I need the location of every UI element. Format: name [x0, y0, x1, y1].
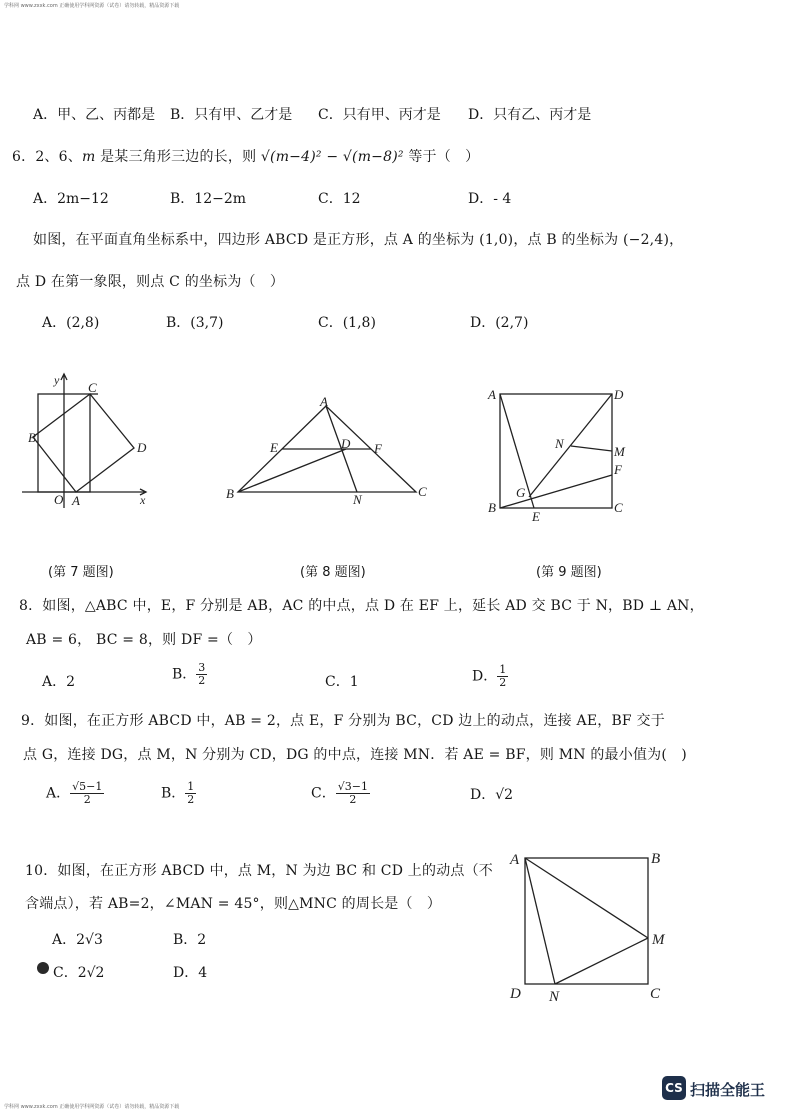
q9-option-a [46, 781, 104, 806]
fig8-line-bd [238, 449, 346, 492]
q8-line-1: 8．如图，△ABC 中，E，F 分别是 AB，AC 的中点，点 D 在 EF 上，延长 AD 交 BC 于 N，BD ⊥ AN， [19, 598, 704, 614]
fig7-label-o: O [54, 492, 64, 507]
q6-stem-after: 等于（ ） [403, 149, 480, 165]
fig10-square-abcd [525, 858, 648, 984]
q9-option-c [311, 781, 370, 806]
fig8-label-f: F [374, 441, 382, 456]
fig7-label-b: B [28, 430, 36, 445]
q9-option-b-prefix: B． [161, 785, 186, 802]
q9-option-a-fraction [70, 781, 104, 806]
q6-expression: √(m−4)² − √(m−8)² [260, 149, 404, 165]
q8-option-b-denominator: 2 [198, 674, 206, 687]
q8-option-d-numerator: 1 [499, 663, 507, 676]
fig7-label-d: D [137, 440, 147, 455]
fig7-square-abcd [33, 394, 134, 492]
q8-option-d-prefix: D． [472, 668, 498, 685]
q9-option-b-denominator: 2 [187, 793, 195, 806]
q6-var-m: m [81, 149, 96, 165]
q10-line-1: 10．如图，在正方形 ABCD 中，点 M，N 为边 BC 和 CD 上的动点（不 [25, 863, 493, 879]
q6-stem [12, 146, 479, 166]
q9-option-b [161, 781, 196, 806]
q6-option-a: A．2m−12 [33, 191, 109, 207]
fig10-label-b: B [651, 851, 661, 867]
q8-option-d [472, 664, 508, 689]
q6-stem-before: 2、6、 [35, 149, 82, 165]
fig9-caption: (第 9 题图) [536, 565, 602, 580]
q10-line-2: 含端点），若 AB=2，∠MAN = 45°，则△MNC 的周长是（ ） [25, 896, 442, 912]
q5-option-c: C．只有甲、丙才是 [318, 107, 441, 123]
q8-option-b-fraction [196, 662, 207, 687]
camscanner-brand-name: 扫描全能王 [690, 1081, 766, 1099]
q10-answer-mark [37, 962, 49, 974]
fig9-label-g: G [516, 485, 526, 500]
fig9-label-a: A [488, 387, 496, 402]
q6-option-c: C．12 [318, 191, 361, 207]
q8-option-b-numerator: 3 [198, 661, 206, 674]
q8-option-d-denominator: 2 [499, 676, 507, 689]
q7-line-2: 点 D 在第一象限，则点 C 的坐标为（ ） [16, 274, 285, 290]
figure-9 [484, 384, 634, 524]
fig7-label-x: x [140, 493, 146, 507]
figure-10 [505, 846, 675, 1006]
q8-option-b [172, 662, 207, 687]
fig7-caption: (第 7 题图) [48, 565, 114, 580]
fig8-label-a: A [320, 396, 328, 409]
q9-option-b-fraction [185, 781, 196, 806]
q9-option-c-numerator: √3−1 [337, 780, 368, 793]
q10-option-c: C．2√2 [53, 965, 105, 981]
q5-option-b: B．只有甲、乙才是 [170, 107, 293, 123]
fig10-line-am [525, 858, 648, 938]
q8-option-d-fraction [497, 664, 508, 689]
fig9-label-c: C [614, 500, 623, 515]
fig9-label-m: M [614, 444, 625, 459]
q7-option-a: A．(2,8) [42, 315, 100, 331]
q9-line-1: 9．如图，在正方形 ABCD 中，AB = 2，点 E，F 分别为 BC，CD 边上的动点，连接 AE，BF 交于 [21, 713, 665, 729]
q7-option-c: C．(1,8) [318, 315, 376, 331]
fig7-label-c: C [88, 380, 97, 395]
fig8-caption: (第 8 题图) [300, 565, 366, 580]
q8-line-2: AB = 6， BC = 8，则 DF =（ ） [26, 632, 262, 648]
q7-option-b: B．(3,7) [166, 315, 224, 331]
fig10-label-m: M [652, 932, 665, 948]
q9-option-c-prefix: C． [311, 785, 336, 802]
q7-line-1: 如图，在平面直角坐标系中，四边形 ABCD 是正方形，点 A 的坐标为 (1,0)，点 B 的坐标为 (−2,4)， [33, 232, 684, 248]
camscanner-logo-icon: CS [662, 1076, 686, 1100]
q9-option-a-numerator: √5−1 [72, 780, 103, 793]
q6-option-b: B．12−2m [170, 191, 247, 207]
fig8-label-c: C [418, 484, 427, 499]
figure-8 [224, 396, 434, 506]
q6-option-d: D．- 4 [468, 191, 512, 207]
q10-option-d: D．4 [173, 965, 208, 981]
q8-option-b-prefix: B． [172, 666, 197, 683]
fig10-line-mn [555, 938, 648, 984]
q9-option-a-denominator: 2 [83, 793, 91, 806]
fig8-label-d: D [341, 436, 351, 451]
fig9-label-n: N [555, 436, 564, 451]
fig9-label-d: D [614, 387, 624, 402]
fig10-label-d: D [510, 986, 521, 1002]
q10-option-b: B．2 [173, 932, 207, 948]
q6-stem-mid: 是某三角形三边的长，则 [95, 149, 261, 165]
fig10-line-an [525, 858, 555, 984]
fig10-label-a: A [510, 852, 520, 868]
fig7-label-y: y [54, 373, 60, 387]
q7-option-d: D．(2,7) [470, 315, 529, 331]
q9-option-c-denominator: 2 [349, 793, 357, 806]
q6-number: 6． [12, 149, 36, 165]
footer-watermark: 学科网 www.zxxk.com 正确使用学科网资源（试卷）请勿转载，精品资源下载 [4, 1104, 180, 1110]
header-watermark: 学科网 www.zxxk.com 正确使用学科网资源（试卷）请勿转载，精品资源下载 [4, 3, 180, 9]
q9-option-a-prefix: A． [46, 785, 71, 802]
fig8-label-e: E [270, 440, 278, 455]
fig8-label-n: N [353, 492, 362, 506]
q9-option-c-fraction [336, 781, 370, 806]
fig10-label-c: C [650, 986, 661, 1002]
q5-option-a: A．甲、乙、丙都是 [33, 107, 156, 123]
q8-option-a: A．2 [42, 674, 76, 690]
fig10-label-n: N [549, 989, 560, 1005]
q5-option-d: D．只有乙、丙才是 [468, 107, 592, 123]
fig9-label-b: B [488, 500, 496, 515]
fig9-label-f: F [614, 462, 622, 477]
q9-option-b-numerator: 1 [187, 780, 195, 793]
q9-line-2: 点 G，连接 DG，点 M，N 分别为 CD，DG 的中点，连接 MN．若 AE = BF，则 MN 的最小值为( ) [23, 747, 687, 763]
fig7-label-a: A [72, 493, 80, 508]
fig9-line-dg [529, 394, 612, 497]
q8-option-c: C．1 [325, 674, 359, 690]
q9-option-d: D．√2 [470, 787, 514, 803]
q10-option-a: A．2√3 [52, 932, 103, 948]
figure-7 [18, 370, 178, 510]
fig9-label-e: E [532, 509, 540, 524]
fig9-line-mn [571, 446, 612, 451]
fig8-label-b: B [226, 486, 234, 501]
